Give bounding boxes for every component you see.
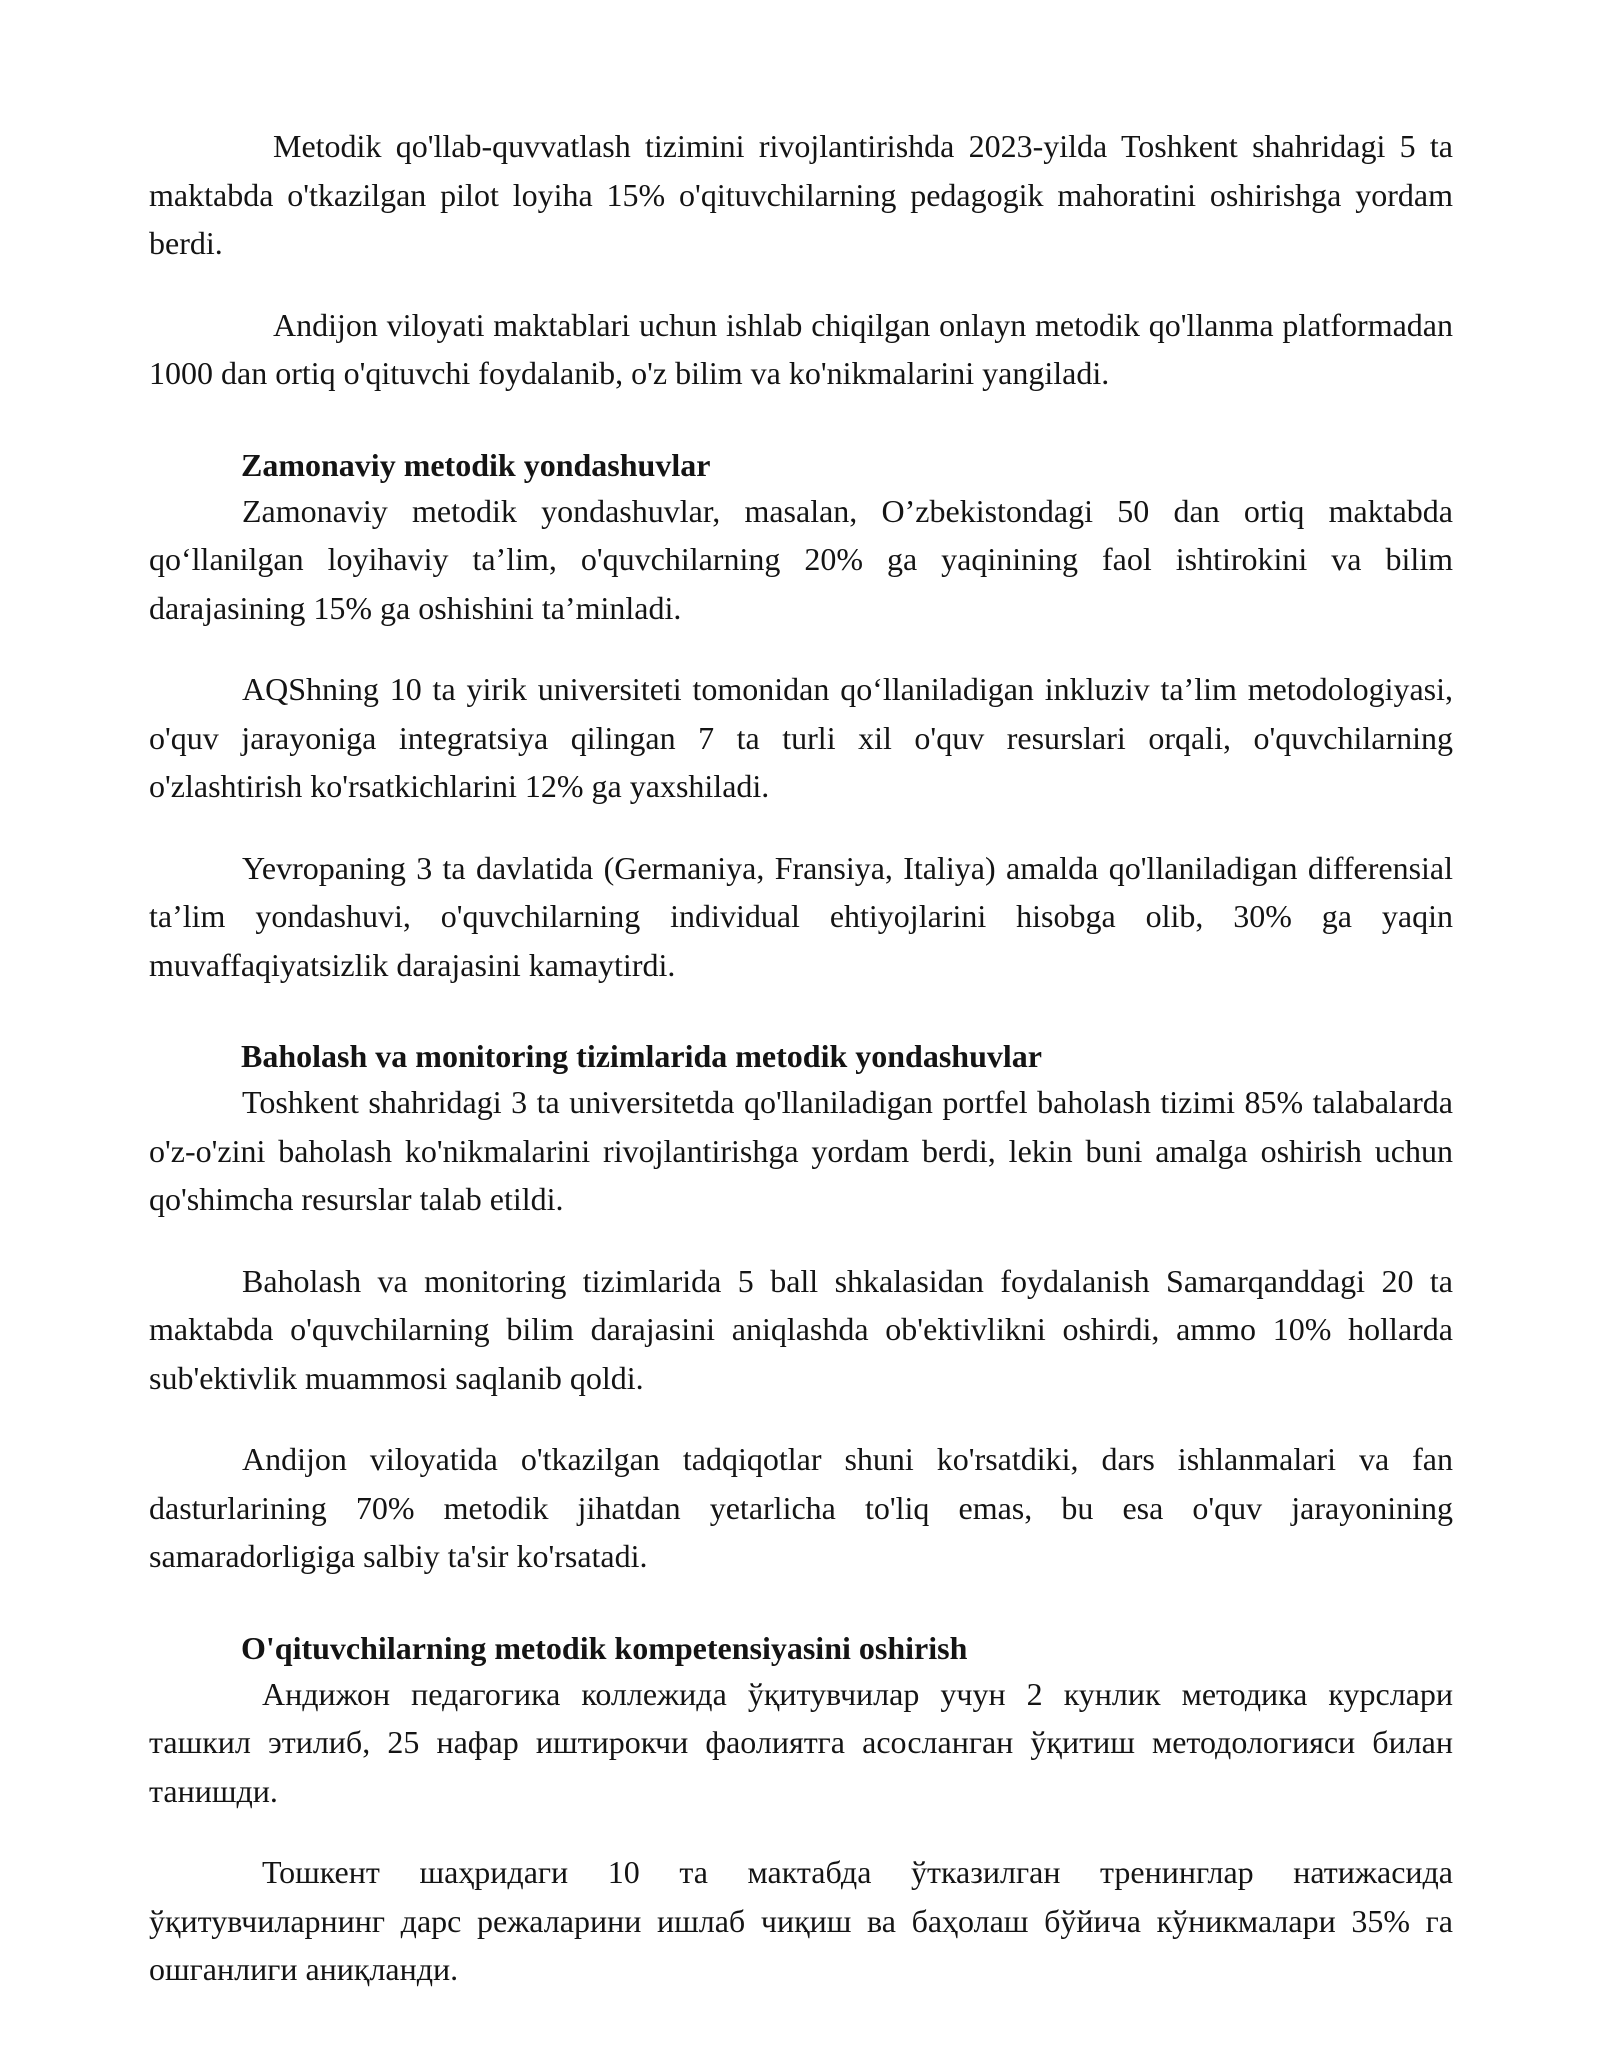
paragraph-inclusive-education: AQShning 10 ta yirik universiteti tomonidan qo‘llaniladigan inkluziv ta’lim metodologiyasi, o'quv jarayoniga integratsiya qilingan 7 ta turli xil o'quv resurslari orqali, o'quvchilarning o'zlashtirish ko'rsatkichlarini 12% ga yaxshiladi. (149, 671, 1453, 804)
paragraph-andijan-research: Andijon viloyatida o'tkazilgan tadqiqotlar shuni ko'rsatdiki, dars ishlanmalari va fan dasturlarining 70% metodik jihatdan yetarlicha to'liq emas, bu esa o'quv jarayonining samaradorligiga salbiy ta'sir ko'rsatadi. (149, 1441, 1453, 1574)
paragraph-tashkent-trainings: Тошкент шаҳридаги 10 та мактабда ўтказилган тренинглар натижасида ўқитувчиларнинг дарс режаларини ишлаб чиқиш ва баҳолаш бўйича кўникмалари 35% га ошганлиги аниқланди. (149, 1854, 1453, 1987)
heading-modern-approaches: Zamonaviy metodik yondashuvlar (241, 446, 711, 483)
paragraph-online-manual: Andijon viloyati maktablari uchun ishlab chiqilgan onlayn metodik qo'llanma platformadan 1000 dan ortiq o'qituvchi foydalanib, o'z bilim va ko'nikmalarini yangiladi. (149, 306, 1453, 391)
paragraph-pilot-project: Metodik qo'llab-quvvatlash tizimini rivojlantirishda 2023-yilda Toshkent shahridagi 5 ta maktabda o'tkazilgan pilot loyiha 15% o'qituvchilarning pedagogik mahoratini oshirishga yordam berdi. (149, 128, 1453, 261)
paragraph-five-point-scale: Baholash va monitoring tizimlarida 5 ball shkalasidan foydalanish Samarqanddagi 20 ta maktabda o'quvchilarning bilim darajasini aniqlashda ob'ektivlikni oshirdi, ammo 10% hollarda sub'ektivlik muammosi saqlanib qoldi. (149, 1262, 1453, 1396)
heading-assessment-monitoring: Baholash va monitoring tizimlarida metodik yondashuvlar (241, 1038, 1042, 1074)
heading-teacher-competence: O'qituvchilarning metodik kompetensiyasini oshirish (241, 1629, 968, 1666)
document-page (149, 122, 1453, 1994)
paragraph-project-learning: Zamonaviy metodik yondashuvlar, masalan, O’zbekistondagi 50 dan ortiq maktabda qo‘llanilgan loyihaviy ta’lim, o'quvchilarning 20% ga yaqinining faol ishtirokini va bilim darajasining 15% ga oshishini ta’minladi. (149, 492, 1453, 626)
paragraph-portfolio-assessment: Toshkent shahridagi 3 ta universitetda qo'llaniladigan portfel baholash tizimi 85% talabalarda o'z-o'zini baholash ko'nikmalarini rivojlantirishga yordam berdi, lekin buni amalga oshirish uchun qo'shimcha resurslar talab etildi. (149, 1084, 1453, 1217)
paragraph-differential-learning: Yevropaning 3 ta davlatida (Germaniya, Fransiya, Italiya) amalda qo'llaniladigan differensial ta’lim yondashuvi, o'quvchilarning individual ehtiyojlarini hisobga olib, 30% ga yaqin muvaffaqiyatsizlik darajasini kamaytirdi. (149, 849, 1453, 983)
paragraph-andijan-college-courses: Андижон педагогика коллежида ўқитувчилар учун 2 кунлик методика курслари ташкил этилиб, 25 нафар иштирокчи фаолиятга асосланган ўқитиш методологияси билан танишди. (149, 1675, 1453, 1809)
